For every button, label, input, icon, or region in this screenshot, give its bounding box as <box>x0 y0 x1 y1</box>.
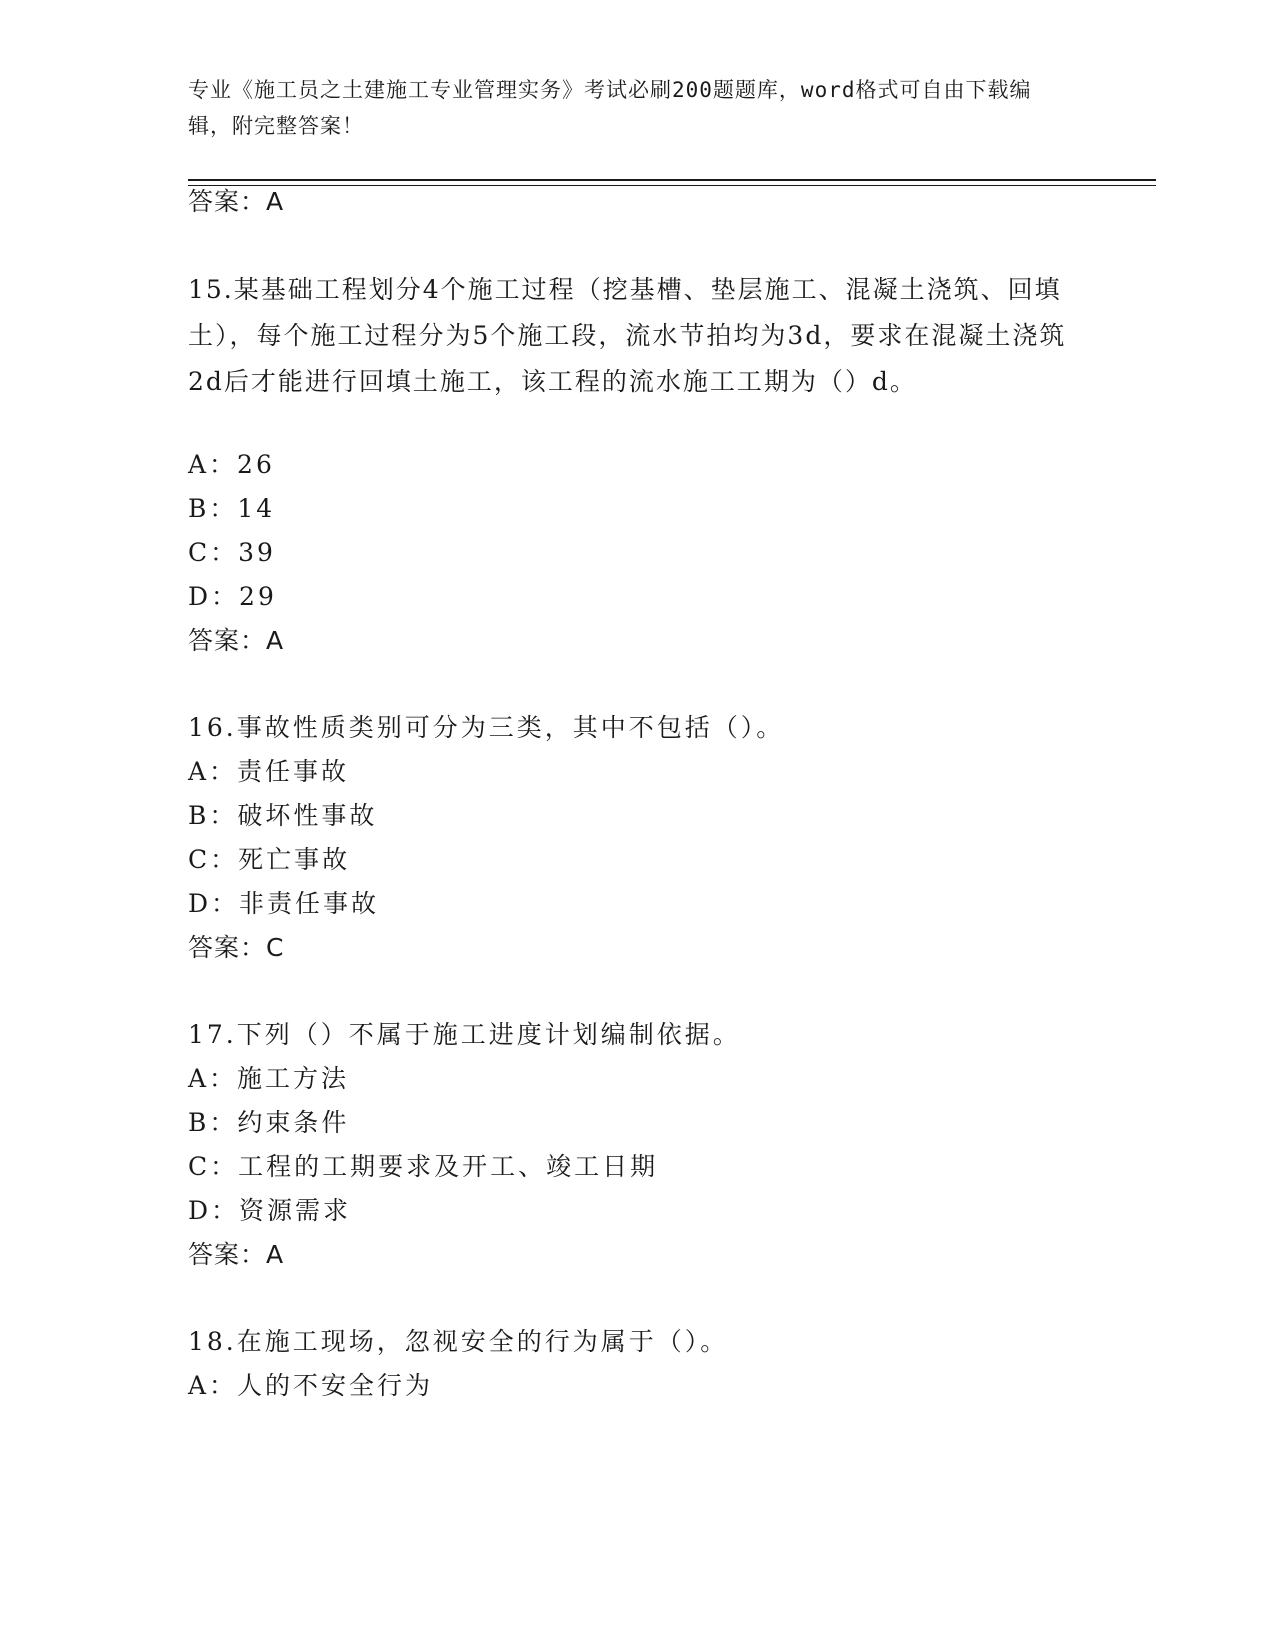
option-c: C：工程的工期要求及开工、竣工日期 <box>188 1152 659 1181</box>
option-a: A：责任事故 <box>188 757 350 786</box>
option-c: C：39 <box>188 538 276 567</box>
option-d: D：资源需求 <box>188 1196 352 1225</box>
header-divider-thin <box>188 185 1156 186</box>
option-a: A：26 <box>188 450 275 479</box>
option-a: A：人的不安全行为 <box>188 1371 434 1400</box>
question-17-text: 17.下列（）不属于施工进度计划编制依据。 <box>188 1020 741 1049</box>
document-header: 专业《施工员之土建施工专业管理实务》考试必刷200题题库，word格式可自由下载编辑，附完整答案！ <box>188 78 1032 138</box>
option-b: B：破坏性事故 <box>188 801 378 830</box>
question-18-text: 18.在施工现场，忽视安全的行为属于（）。 <box>188 1327 729 1356</box>
option-d: D：29 <box>188 582 277 611</box>
answer-line: 答案：A <box>188 1240 285 1269</box>
answer-line: 答案：A <box>188 187 285 216</box>
answer-line: 答案：A <box>188 626 285 655</box>
option-b: B：约束条件 <box>188 1108 350 1137</box>
option-a: A：施工方法 <box>188 1064 350 1093</box>
question-16-text: 16.事故性质类别可分为三类，其中不包括（）。 <box>188 713 785 742</box>
option-b: B：14 <box>188 494 276 523</box>
answer-line: 答案：C <box>188 933 285 962</box>
question-15-text: 15.某基础工程划分4个施工过程（挖基槽、垫层施工、混凝土浇筑、回填土），每个施工过程分为5个施工段，流水节拍均为3d，要求在混凝土浇筑2d后才能进行回填土施工，该工程的流水施工工期为（）d。 <box>188 275 1067 396</box>
option-c: C：死亡事故 <box>188 845 351 874</box>
header-divider-thick <box>188 179 1156 181</box>
option-d: D：非责任事故 <box>188 889 380 918</box>
